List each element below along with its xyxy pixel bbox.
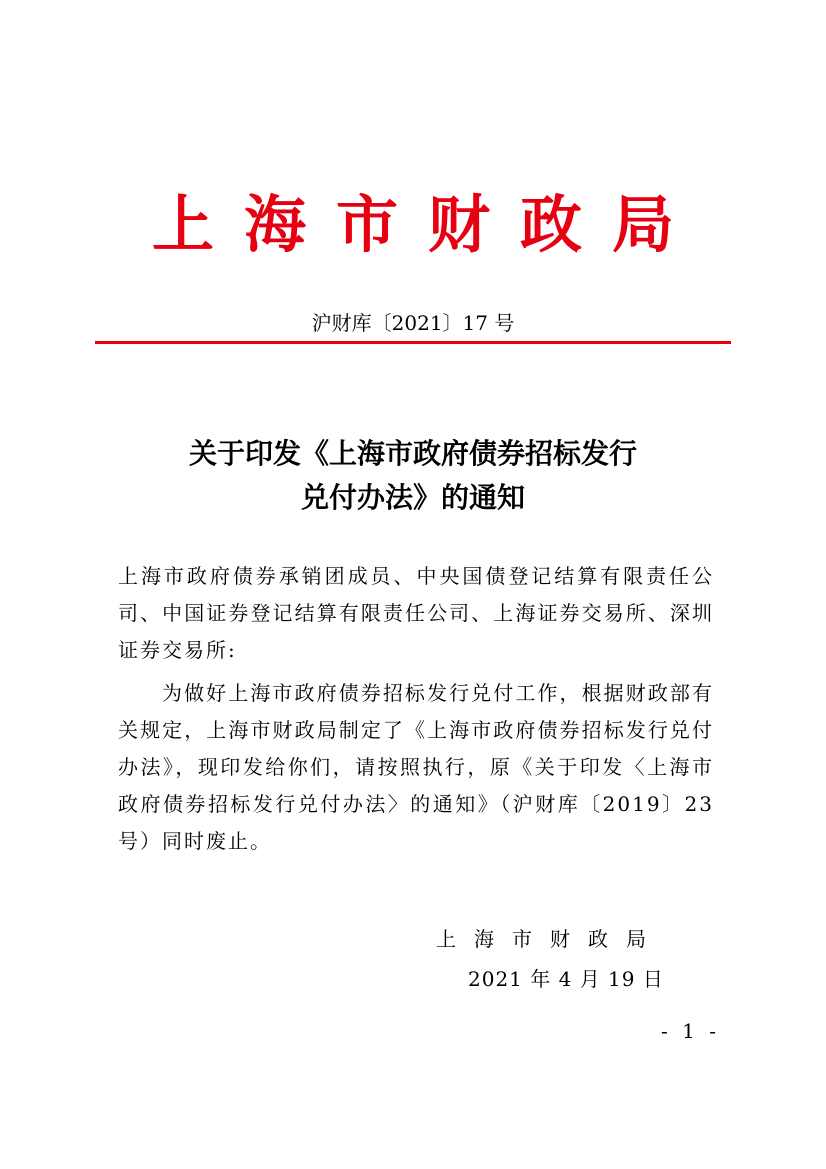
- document-title: [0, 432, 826, 520]
- body-paragraph: 为做好上海市政府债券招标发行兑付工作，根据财政部有关规定，上海市财政局制定了《上海市政府债券招标发行兑付办法》，现印发给你们，请按照执行，原《关于印发〈上海市政府债券招标发行兑付办法〉的通知》（沪财库〔2019〕23 号）同时废止。: [118, 681, 714, 853]
- page-number: - 1 -: [661, 1019, 720, 1043]
- recipients-paragraph: 上海市政府债券承销团成员、中央国债登记结算有限责任公司、中国证券登记结算有限责任公司、上海证券交易所、深圳证券交易所:: [118, 564, 714, 662]
- document-title-line-1: 关于印发《上海市政府债券招标发行: [188, 437, 637, 470]
- signature-organization: 上海市财政局: [436, 927, 664, 951]
- signature-date: 2021 年 4 月 19 日: [468, 967, 664, 991]
- document-title-line-2: 兑付办法》的通知: [300, 481, 525, 514]
- red-divider-line: [95, 341, 731, 344]
- document-number: 沪财库〔2021〕17 号: [311, 311, 515, 335]
- issuer-header-title: 上海市财政局: [151, 188, 704, 261]
